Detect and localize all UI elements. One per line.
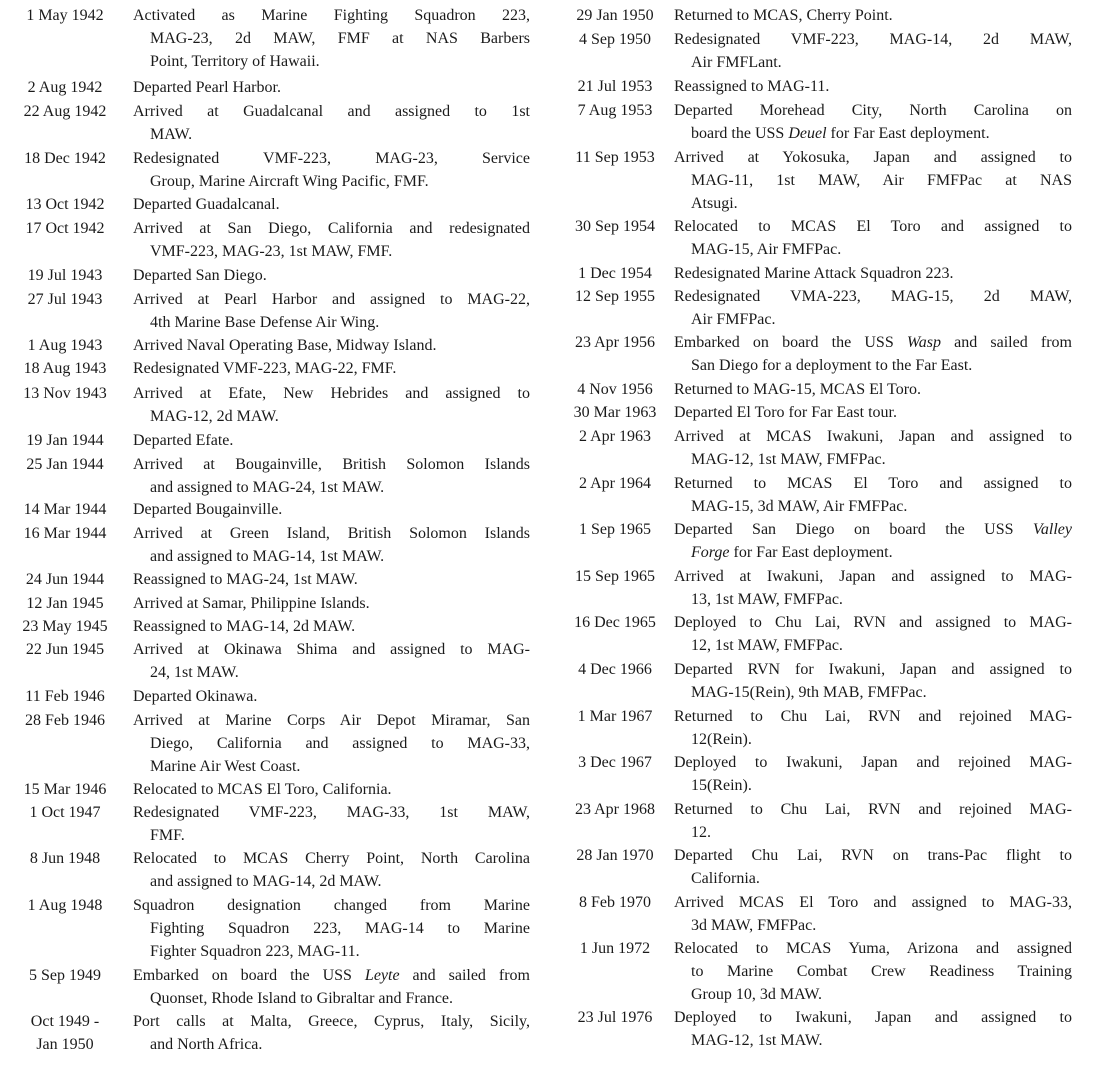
entry-description — [133, 685, 530, 708]
entry-description — [674, 891, 1072, 937]
entry-description — [674, 262, 1072, 285]
entry-description — [674, 285, 1072, 331]
entry-date — [558, 751, 672, 774]
entry-description-line: Marine Air West Coast. — [150, 758, 301, 775]
entry-date — [558, 28, 672, 51]
entry-description — [133, 429, 530, 452]
entry-date — [558, 75, 672, 98]
entry-description-line: Redesignated VMF-223, MAG-33, 1st MAW, — [133, 804, 530, 821]
entry-date — [0, 264, 130, 287]
entry-description-line: Relocated to MCAS El Toro and assigned to — [674, 218, 1072, 235]
entry-description-line: Arrived at Efate, New Hebrides and assigned to — [133, 385, 530, 402]
entry-date — [0, 357, 130, 380]
entry-date — [0, 801, 130, 824]
entry-date — [558, 146, 672, 169]
entry-description-line: Point, Territory of Hawaii. — [150, 53, 320, 70]
entry-date-line: 1 Jun 1972 — [579, 940, 651, 957]
entry-description-line: Returned to Chu Lai, RVN and rejoined MAG- — [674, 801, 1072, 818]
entry-description-line: Returned to Chu Lai, RVN and rejoined MAG- — [674, 708, 1072, 725]
entry-description — [133, 453, 530, 499]
entry-date — [0, 685, 130, 708]
entry-description — [674, 565, 1072, 611]
entry-date — [558, 99, 672, 122]
entry-date — [558, 262, 672, 285]
entry-date-line: 12 Jan 1945 — [26, 595, 104, 612]
entry-description-line: Arrived at Bougainville, British Solomon Islands — [133, 456, 530, 473]
entry-description — [133, 615, 530, 638]
entry-date-line: 2 Apr 1963 — [579, 428, 651, 445]
entry-description-line: Activated as Marine Fighting Squadron 223, — [133, 7, 530, 24]
entry-date-line: 13 Nov 1943 — [23, 385, 107, 402]
entry-description — [674, 1006, 1072, 1052]
entry-description-line: Arrived at Yokosuka, Japan and assigned to — [674, 149, 1072, 166]
entry-description-line: MAG-15, Air FMFPac. — [691, 241, 842, 258]
entry-description-line: and North Africa. — [150, 1036, 263, 1053]
entry-date-line: 1 Aug 1948 — [27, 897, 103, 914]
entry-description-line: Reassigned to MAG-24, 1st MAW. — [133, 571, 358, 588]
entry-description-line: Departed Okinawa. — [133, 688, 258, 705]
entry-description-line: Group 10, 3d MAW. — [691, 986, 823, 1003]
entry-description — [674, 215, 1072, 261]
entry-date-line: 11 Sep 1953 — [575, 149, 655, 166]
entry-description-line: MAW. — [150, 126, 193, 143]
entry-date — [0, 4, 130, 27]
entry-description-line: California. — [691, 870, 760, 887]
entry-description — [133, 778, 530, 801]
entry-description-line: 12, 1st MAW, FMFPac. — [691, 637, 843, 654]
entry-description — [133, 288, 530, 334]
entry-description-line: Squadron designation changed from Marine — [133, 897, 530, 914]
entry-date-line: 1 Aug 1943 — [27, 337, 103, 354]
entry-description-line: 13, 1st MAW, FMFPac. — [691, 591, 843, 608]
entry-date-line: 23 Jul 1976 — [577, 1009, 653, 1026]
entry-description — [133, 498, 530, 521]
entry-description-line: Departed Morehead City, North Carolina on — [674, 102, 1072, 119]
entry-description-line: Deployed to Iwakuni, Japan and rejoined MAG- — [674, 754, 1072, 771]
entry-description-line: Departed RVN for Iwakuni, Japan and assigned to — [674, 661, 1072, 678]
entry-date — [0, 100, 130, 123]
entry-description-line: FMF. — [150, 827, 185, 844]
entry-date-line: 7 Aug 1953 — [577, 102, 653, 119]
entry-description — [133, 264, 530, 287]
entry-date — [0, 778, 130, 801]
entry-description-line: Departed Chu Lai, RVN on trans-Pac flight to — [674, 847, 1072, 864]
entry-description-line: Air FMFPac. — [691, 311, 776, 328]
entry-description — [674, 425, 1072, 471]
entry-description-line: Arrived at Okinawa Shima and assigned to MAG- — [133, 641, 530, 658]
entry-description-line: San Diego for a deployment to the Far East. — [691, 357, 973, 374]
entry-description — [674, 4, 1072, 27]
entry-description-line: Diego, California and assigned to MAG-33, — [150, 735, 530, 752]
entry-description — [133, 568, 530, 591]
entry-description-line: Departed San Diego on board the USS Valley — [674, 521, 1072, 538]
entry-date — [558, 285, 672, 308]
entry-description-line: Redesignated VMF-223, MAG-14, 2d MAW, — [674, 31, 1072, 48]
entry-description-line: Fighting Squadron 223, MAG-14 to Marine — [150, 920, 530, 937]
entry-date — [0, 453, 130, 476]
entry-description-line: Returned to MCAS El Toro and assigned to — [674, 475, 1072, 492]
entry-description — [674, 99, 1072, 145]
entry-date-line: 25 Jan 1944 — [26, 456, 104, 473]
entry-date — [0, 568, 130, 591]
entry-date-line: 11 Feb 1946 — [25, 688, 105, 705]
entry-date-line: 23 Apr 1968 — [575, 801, 655, 818]
entry-date — [558, 611, 672, 634]
entry-description-line: 24, 1st MAW. — [150, 664, 239, 681]
entry-date-line: 8 Jun 1948 — [29, 850, 101, 867]
entry-description-line: MAG-15(Rein), 9th MAB, FMFPac. — [691, 684, 927, 701]
entry-date-line: 16 Mar 1944 — [23, 525, 107, 542]
entry-description — [133, 147, 530, 193]
entry-date-line: 23 Apr 1956 — [575, 334, 655, 351]
entry-description — [674, 751, 1072, 797]
entry-description-line: Arrived at Iwakuni, Japan and assigned to MAG- — [674, 568, 1072, 585]
entry-date-line: 4 Nov 1956 — [577, 381, 653, 398]
entry-description-line: Departed Efate. — [133, 432, 234, 449]
entry-date — [558, 1006, 672, 1029]
entry-date-line: 4 Sep 1950 — [579, 31, 651, 48]
entry-description-line: Atsugi. — [691, 195, 738, 212]
entry-description — [674, 146, 1072, 215]
entry-date-line: 21 Jul 1953 — [577, 78, 653, 95]
entry-date — [0, 592, 130, 615]
entry-description — [674, 658, 1072, 704]
entry-date-line: 1 Mar 1967 — [577, 708, 653, 725]
entry-date — [558, 518, 672, 541]
entry-date — [0, 498, 130, 521]
entry-description-line: 12. — [691, 824, 711, 841]
entry-description-line: Arrived MCAS El Toro and assigned to MAG-33, — [674, 894, 1072, 911]
entry-description-line: board the USS Deuel for Far East deployment. — [691, 125, 990, 142]
entry-description-line: to Marine Combat Crew Readiness Training — [691, 963, 1072, 980]
entry-date-line: 5 Sep 1949 — [29, 967, 101, 984]
entry-date-line: 14 Mar 1944 — [23, 501, 107, 518]
entry-description-line: Arrived at MCAS Iwakuni, Japan and assigned to — [674, 428, 1072, 445]
entry-description — [674, 75, 1072, 98]
entry-description — [133, 193, 530, 216]
entry-date-line: 30 Mar 1963 — [573, 404, 657, 421]
entry-date-line: 15 Mar 1946 — [23, 781, 107, 798]
entry-description-line: Returned to MAG-15, MCAS El Toro. — [674, 381, 922, 398]
entry-date — [0, 894, 130, 917]
entry-date — [0, 522, 130, 545]
entry-date — [0, 615, 130, 638]
entry-date-line: 18 Dec 1942 — [24, 150, 106, 167]
entry-date-line: 19 Jul 1943 — [27, 267, 103, 284]
entry-description-line: MAG-15, 3d MAW, Air FMFPac. — [691, 498, 908, 515]
entry-description-line: Port calls at Malta, Greece, Cyprus, Italy, Sicily, — [133, 1013, 530, 1030]
entry-description — [133, 334, 530, 357]
entry-description-line: Reassigned to MAG-14, 2d MAW. — [133, 618, 356, 635]
entry-description-line: 4th Marine Base Defense Air Wing. — [150, 314, 380, 331]
entry-description-line: Air FMFLant. — [691, 54, 782, 71]
entry-description-line: Arrived Naval Operating Base, Midway Island. — [133, 337, 437, 354]
entry-date — [0, 76, 130, 99]
entry-description — [674, 937, 1072, 1006]
entry-date-line: 1 Sep 1965 — [579, 521, 651, 538]
entry-description-line: 12(Rein). — [691, 731, 752, 748]
entry-date — [0, 217, 130, 240]
entry-date — [558, 937, 672, 960]
entry-date-line: 17 Oct 1942 — [25, 220, 105, 237]
entry-description-line: Departed San Diego. — [133, 267, 267, 284]
entry-description — [133, 847, 530, 893]
entry-description-line: Arrived at Pearl Harbor and assigned to MAG-22, — [133, 291, 530, 308]
entry-date-line: 3 Dec 1967 — [578, 754, 652, 771]
entry-description-line: and assigned to MAG-24, 1st MAW. — [150, 479, 385, 496]
entry-date-line: 15 Sep 1965 — [575, 568, 655, 585]
entry-date-line: Oct 1949 - — [30, 1013, 100, 1030]
entry-date-line: 24 Jun 1944 — [25, 571, 105, 588]
entry-description-line: Redesignated Marine Attack Squadron 223. — [674, 265, 954, 282]
entry-date — [0, 147, 130, 170]
entry-description — [674, 472, 1072, 518]
entry-description-line: Redesignated VMF-223, MAG-23, Service — [133, 150, 530, 167]
entry-description — [133, 382, 530, 428]
entry-description-line: Deployed to Chu Lai, RVN and assigned to MAG- — [674, 614, 1072, 631]
entry-date — [558, 705, 672, 728]
entry-description — [674, 798, 1072, 844]
entry-description-line: Arrived at San Diego, California and redesignated — [133, 220, 530, 237]
entry-date — [0, 638, 130, 661]
entry-date — [558, 401, 672, 424]
entry-description-line: Relocated to MCAS Cherry Point, North Carolina — [133, 850, 530, 867]
entry-description-line: Forge for Far East deployment. — [691, 544, 893, 561]
entry-description — [133, 709, 530, 778]
entry-date — [558, 844, 672, 867]
entry-date — [0, 334, 130, 357]
entry-description-line: Relocated to MCAS El Toro, California. — [133, 781, 392, 798]
entry-description — [674, 331, 1072, 377]
entry-description — [674, 518, 1072, 564]
entry-description — [133, 1010, 530, 1056]
entry-description-line: 3d MAW, FMFPac. — [691, 917, 817, 934]
entry-date-line: 22 Aug 1942 — [23, 103, 107, 120]
entry-description-line: Arrived at Samar, Philippine Islands. — [133, 595, 370, 612]
entry-date-line: 18 Aug 1943 — [23, 360, 107, 377]
entry-description-line: Fighter Squadron 223, MAG-11. — [150, 943, 360, 960]
entry-date — [558, 4, 672, 27]
entry-description-line: MAG-23, 2d MAW, FMF at NAS Barbers — [150, 30, 530, 47]
entry-description — [674, 844, 1072, 890]
entry-date-line: 4 Dec 1966 — [578, 661, 652, 678]
entry-description-line: 15(Rein). — [691, 777, 752, 794]
entry-description-line: MAG-12, 1st MAW, FMFPac. — [691, 451, 886, 468]
entry-description — [133, 76, 530, 99]
entry-description-line: Embarked on board the USS Leyte and sailed from — [133, 967, 531, 984]
entry-description — [674, 378, 1072, 401]
entry-description-line: Arrived at Guadalcanal and assigned to 1st — [133, 103, 530, 120]
entry-description-line: Redesignated VMA-223, MAG-15, 2d MAW, — [674, 288, 1072, 305]
entry-description — [133, 964, 530, 1010]
entry-description — [133, 801, 530, 847]
entry-description-line: Group, Marine Aircraft Wing Pacific, FMF. — [150, 173, 429, 190]
entry-date — [0, 709, 130, 732]
entry-date — [558, 565, 672, 588]
entry-description-line: Arrived at Green Island, British Solomon Islands — [133, 525, 530, 542]
entry-date-line: 1 May 1942 — [26, 7, 104, 24]
entry-date-line: 2 Aug 1942 — [27, 79, 103, 96]
entry-date-line: 8 Feb 1970 — [579, 894, 651, 911]
entry-date — [558, 378, 672, 401]
entry-description-line: Arrived at Marine Corps Air Depot Miramar, San — [133, 712, 530, 729]
entry-description-line: Departed Guadalcanal. — [133, 196, 280, 213]
entry-date — [0, 964, 130, 987]
entry-date — [0, 847, 130, 870]
entry-description-line: Departed El Toro for Far East tour. — [674, 404, 897, 421]
entry-description — [133, 100, 530, 146]
entry-date — [558, 425, 672, 448]
entry-description — [133, 592, 530, 615]
entry-description-line: Departed Pearl Harbor. — [133, 79, 281, 96]
entry-date — [558, 215, 672, 238]
entry-description — [674, 28, 1072, 74]
entry-date — [0, 193, 130, 216]
entry-description — [133, 4, 530, 73]
entry-description-line: MAG-11, 1st MAW, Air FMFPac at NAS — [691, 172, 1072, 189]
entry-description — [133, 357, 530, 380]
entry-description — [133, 894, 530, 963]
entry-description — [674, 705, 1072, 751]
entry-description-line: Departed Bougainville. — [133, 501, 283, 518]
entry-date-line: 2 Apr 1964 — [579, 475, 651, 492]
entry-description-line: Returned to MCAS, Cherry Point. — [674, 7, 893, 24]
entry-date — [558, 658, 672, 681]
entry-date-line: 29 Jan 1950 — [576, 7, 654, 24]
entry-date — [558, 891, 672, 914]
entry-description-line: MAG-12, 2d MAW. — [150, 408, 279, 425]
entry-date — [558, 331, 672, 354]
entry-date-line: 28 Feb 1946 — [25, 712, 105, 729]
entry-date-line: 19 Jan 1944 — [26, 432, 104, 449]
entry-description-line: and assigned to MAG-14, 2d MAW. — [150, 873, 382, 890]
entry-description-line: MAG-12, 1st MAW. — [691, 1032, 823, 1049]
entry-description — [133, 638, 530, 684]
entry-date — [0, 288, 130, 311]
entry-date-line: 16 Dec 1965 — [574, 614, 656, 631]
entry-date-line: 27 Jul 1943 — [27, 291, 103, 308]
entry-description-line: Relocated to MCAS Yuma, Arizona and assigned — [674, 940, 1072, 957]
entry-date-line: 1 Oct 1947 — [29, 804, 101, 821]
entry-description — [674, 611, 1072, 657]
entry-description-line: VMF-223, MAG-23, 1st MAW, FMF. — [150, 243, 393, 260]
entry-date — [0, 1010, 130, 1056]
entry-date-line: 30 Sep 1954 — [575, 218, 655, 235]
entry-date-line: Jan 1950 — [36, 1036, 94, 1053]
entry-description-line: Deployed to Iwakuni, Japan and assigned to — [674, 1009, 1072, 1026]
entry-date-line: 28 Jan 1970 — [576, 847, 654, 864]
entry-description-line: Embarked on board the USS Wasp and sailed from — [674, 334, 1072, 351]
entry-description-line: Reassigned to MAG-11. — [674, 78, 830, 95]
entry-description-line: and assigned to MAG-14, 1st MAW. — [150, 548, 385, 565]
entry-description — [133, 217, 530, 263]
entry-date-line: 13 Oct 1942 — [25, 196, 105, 213]
entry-description — [133, 522, 530, 568]
entry-date — [0, 429, 130, 452]
entry-date-line: 23 May 1945 — [22, 618, 108, 635]
entry-date — [558, 798, 672, 821]
entry-date-line: 12 Sep 1955 — [575, 288, 655, 305]
entry-date-line: 1 Dec 1954 — [578, 265, 652, 282]
entry-date — [558, 472, 672, 495]
entry-date-line: 22 Jun 1945 — [25, 641, 105, 658]
entry-date — [0, 382, 130, 405]
entry-description-line: Quonset, Rhode Island to Gibraltar and France. — [150, 990, 454, 1007]
entry-description-line: Redesignated VMF-223, MAG-22, FMF. — [133, 360, 397, 377]
entry-description — [674, 401, 1072, 424]
